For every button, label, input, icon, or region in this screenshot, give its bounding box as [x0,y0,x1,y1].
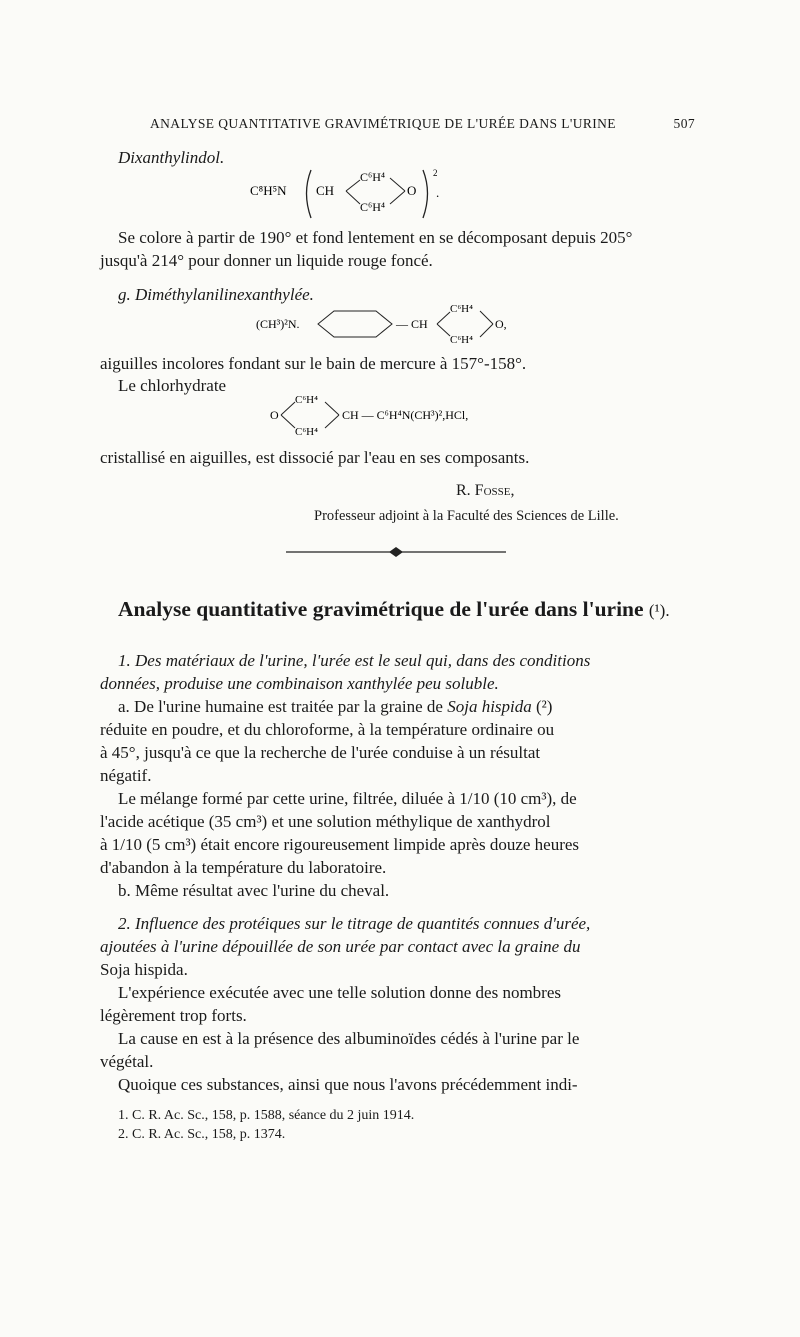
bond-line [437,324,450,336]
paragraph-line: réduite en poudre, et du chloroforme, à la température ordinaire ou [100,720,555,739]
formula-mid: — CH [396,317,428,331]
bond-line [346,191,360,204]
bond-line [390,191,405,204]
formula-o: O [407,183,417,198]
description-line: aiguilles incolores fondant sur le bain de mercure à 157°-158°. [100,354,527,373]
formula-o: O [270,408,279,422]
bond-line [390,178,405,191]
description-line: Se colore à partir de 190° et fond lentement en se décomposant depuis 205° [118,228,633,247]
bond-line [480,324,493,337]
page-number: 507 [673,116,695,131]
paragraph-line: végétal. [100,1052,154,1071]
compound-title: Diméthylanilinexanthylée. [135,285,314,304]
formula-exponent: 2 [433,168,438,178]
paragraph-line: La cause en est à la présence des albuminoïdes cédés à l'urine par le [118,1029,580,1048]
bond-line [346,180,360,191]
paragraph-line: d'abandon à la température du laboratoire. [100,858,387,877]
bond-line [325,402,339,415]
paragraph-line: L'expérience exécutée avec une telle solution donne des nombres [118,983,561,1002]
benzene-ring [318,311,392,337]
formula-left: C⁸H⁵N [250,183,287,198]
close-paren [423,170,428,218]
article-title-text: Analyse quantitative gravimétrique de l'urée dans l'urine [118,597,644,621]
compound-name: Dixanthylindol. [118,148,225,167]
article-title-note: (¹). [648,601,670,620]
formula-top-group: C⁶H⁴ [360,170,386,184]
author-affiliation: Professeur adjoint à la Faculté des Sciences de Lille. [314,508,619,524]
compound-letter: g. [118,285,131,304]
formula-bottom-group: C⁶H⁴ [295,426,318,438]
paragraph-line: à 1/10 (5 cm³) était encore rigoureusement limpide après douze heures [100,835,580,854]
dixanthylindol-formula [250,164,490,224]
description-line: jusqu'à 214° pour donner un liquide rouge foncé. [100,251,433,270]
salt-description: cristallisé en aiguilles, est dissocié par l'eau en ses composants. [100,448,530,467]
formula-top-group: C⁶H⁴ [450,303,473,315]
paragraph-line: Le mélange formé par cette urine, filtrée, diluée à 1/10 (10 cm³), de [118,789,577,808]
article-title [118,597,670,622]
section-heading: 1. Des matériaux de l'urine, l'urée est le seul qui, dans des conditions [118,651,591,670]
formula-bottom-group: C⁶H⁴ [360,200,386,214]
formula-rest: CH — C⁶H⁴N(CH³)²,HCl, [342,408,469,422]
bond-line [325,415,339,428]
species-name: Soja hispida [447,697,532,716]
footnote: 2. C. R. Ac. Sc., 158, p. 1374. [118,1127,286,1142]
paragraph-line: Quoique ces substances, ainsi que nous l'avons précédemment indi- [118,1075,578,1094]
bond-line [281,402,295,415]
chlorhydrate-label: Le chlorhydrate [118,376,227,395]
footnote-ref: (²) [531,697,553,716]
dimethylaniline-formula [256,300,556,350]
paragraph-line: à 45°, jusqu'à ce que la recherche de l'urée conduise à un résultat [100,743,541,762]
running-header [150,116,695,132]
section-heading: 2. Influence des protéiques sur le titrage de quantités connues d'urée, [118,914,591,933]
formula-ch: CH [316,183,335,198]
paragraph-line: négatif. [100,766,152,785]
paragraph-text: a. De l'urine humaine est traitée par la graine de [118,697,448,716]
bond-line [437,312,450,324]
formula-end: O, [495,317,507,331]
chlorhydrate-formula [270,390,550,442]
paragraph-line [118,695,552,718]
formula-top-group: C⁶H⁴ [295,394,318,406]
paragraph-line: l'acide acétique (35 cm³) et une solution méthylique de xanthydrol [100,812,551,831]
paragraph-line: légèrement trop forts. [100,1006,247,1025]
bond-line [480,311,493,324]
paragraph-line: b. Même résultat avec l'urine du cheval. [118,881,390,900]
section-divider [286,545,506,559]
running-title: ANALYSE QUANTITATIVE GRAVIMÉTRIQUE DE L'URÉE DANS L'URINE [150,116,616,131]
section-heading: Soja hispida. [100,960,188,979]
footnote: 1. C. R. Ac. Sc., 158, p. 1588, séance du 2 juin 1914. [118,1108,415,1123]
formula-left: (CH³)²N. [256,317,300,331]
section-heading: données, produise une combinaison xanthylée peu soluble. [100,674,499,693]
author-name: R. Fosse, [456,482,515,499]
formula-end: . [436,185,440,200]
bond-line [281,415,295,428]
open-paren [307,170,312,218]
section-heading: ajoutées à l'urine dépouillée de son urée par contact avec la graine du [100,937,581,956]
formula-bottom-group: C⁶H⁴ [450,334,473,346]
